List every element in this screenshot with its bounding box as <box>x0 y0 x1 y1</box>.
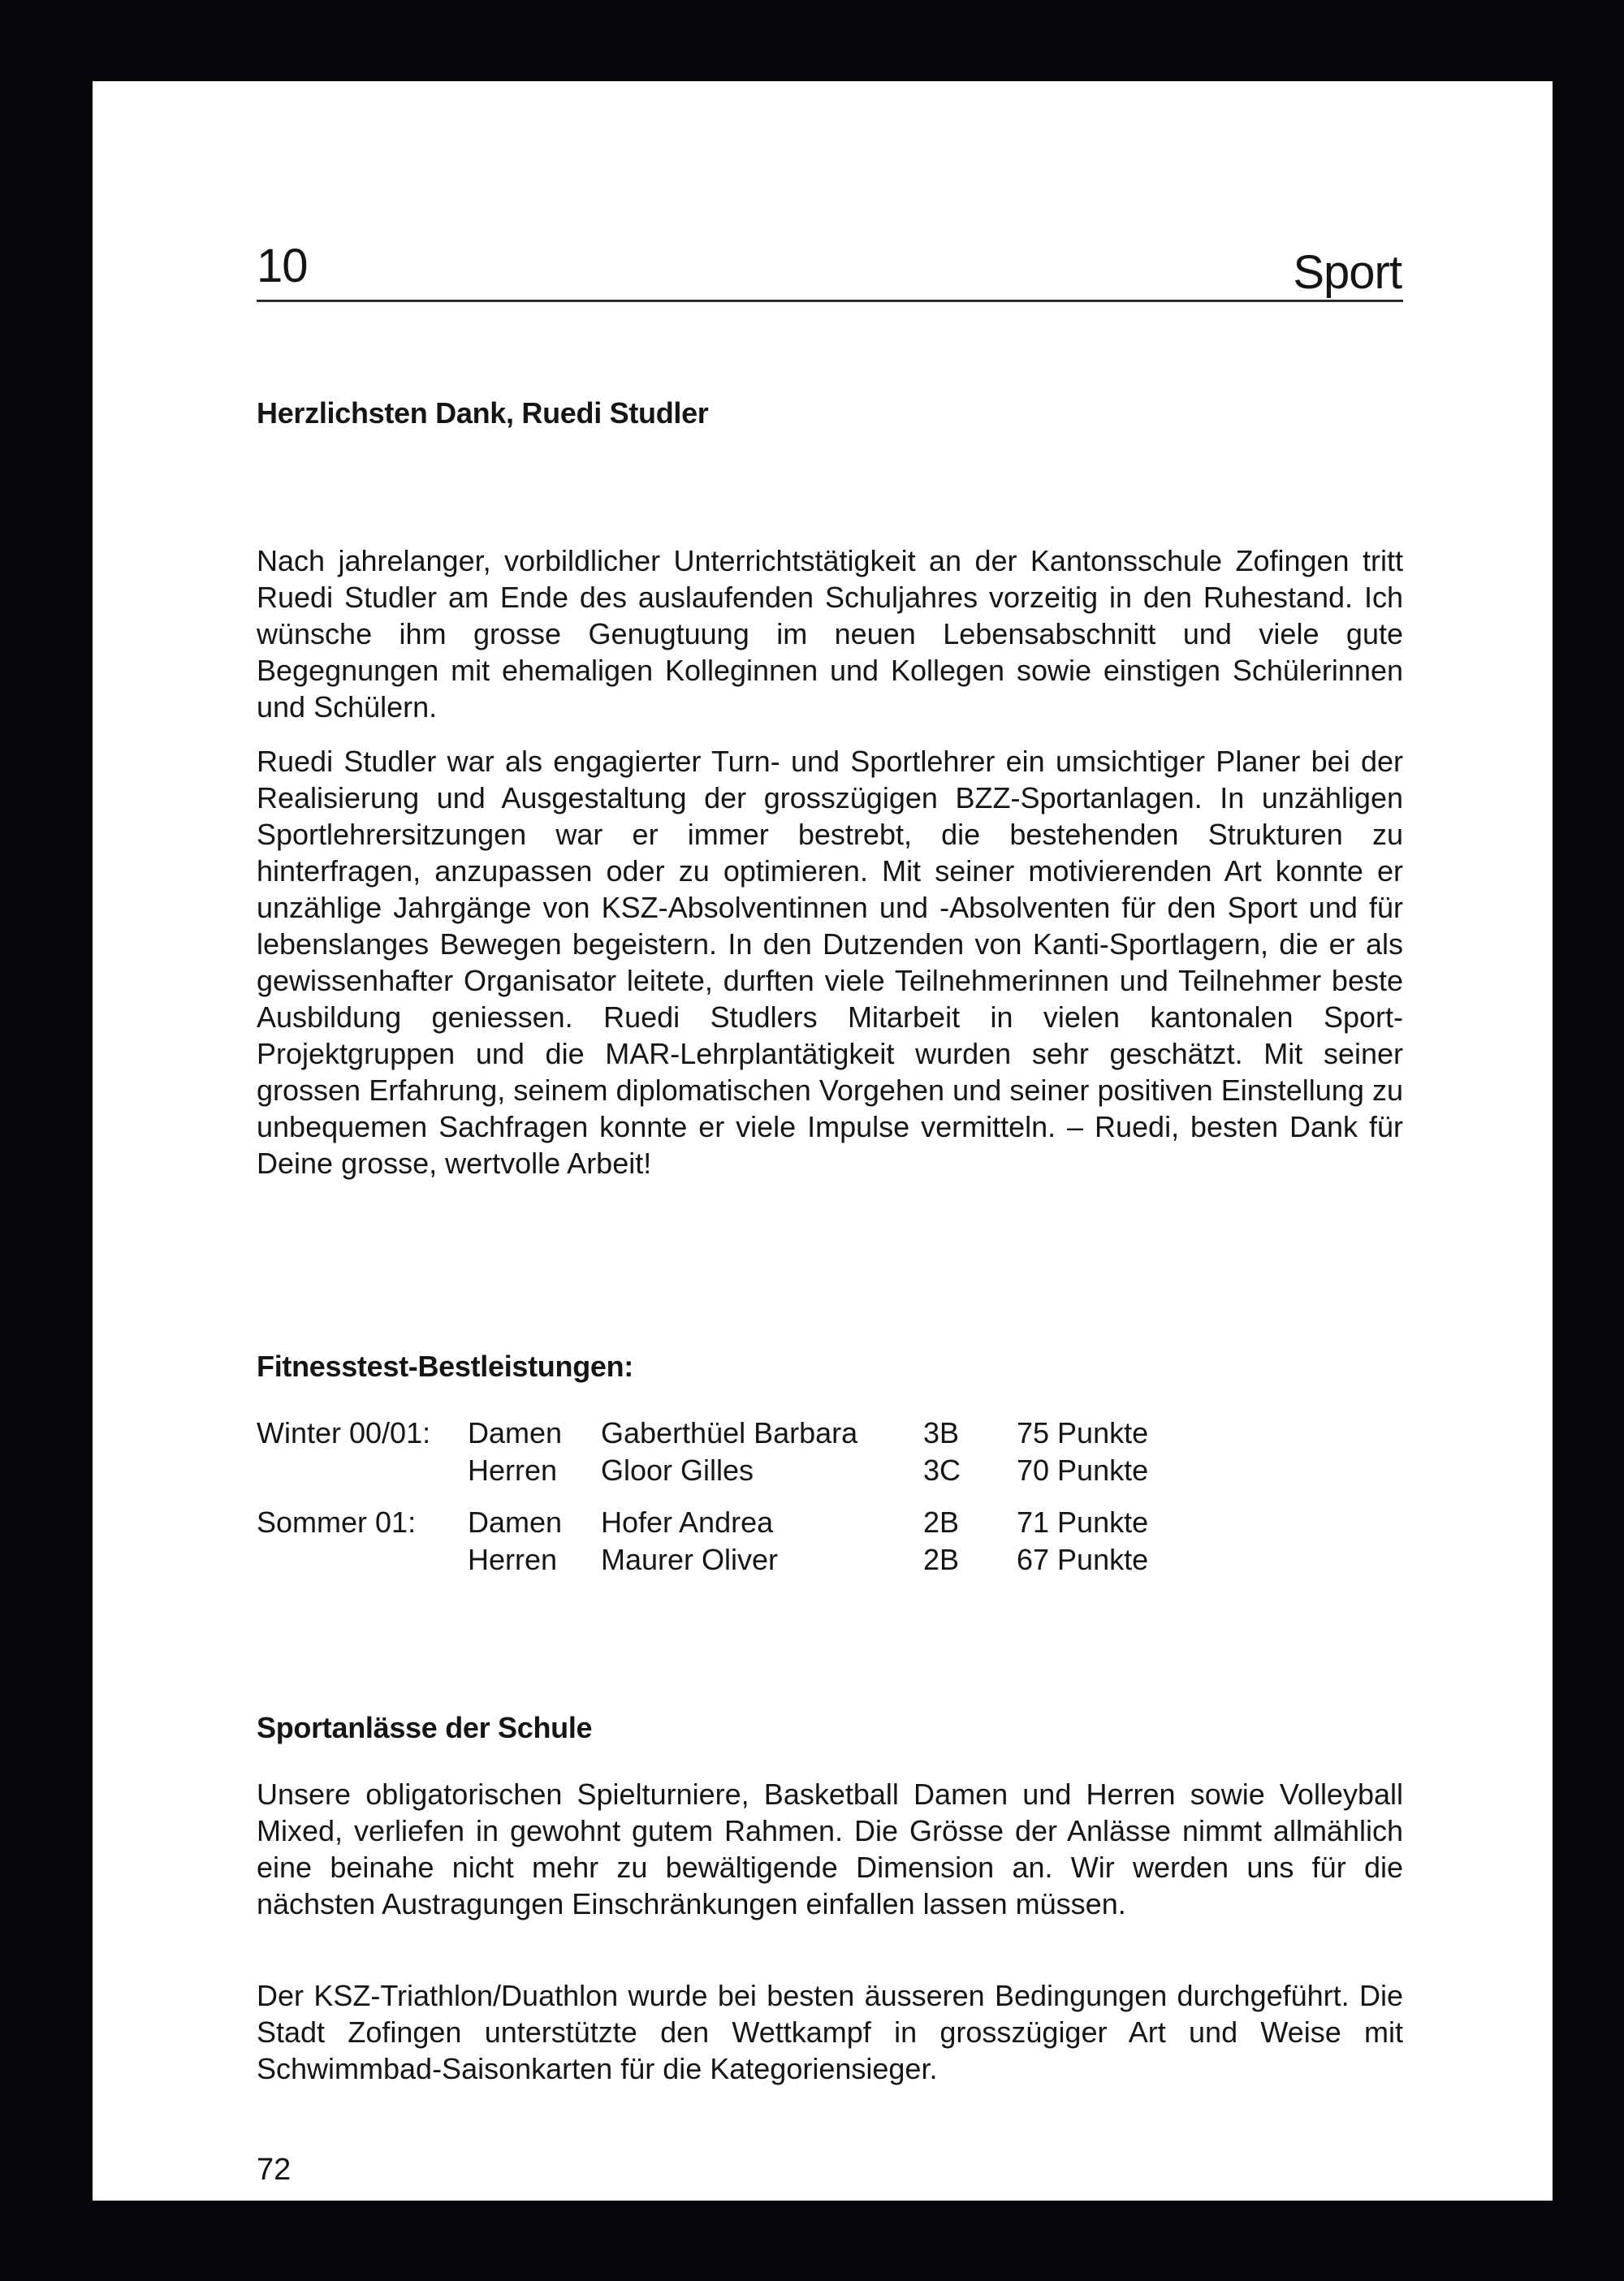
points: 67 Punkte <box>1017 1543 1149 1576</box>
document-page <box>93 81 1553 2201</box>
athlete-name: Gaberthüel Barbara <box>601 1416 858 1449</box>
class: 2B <box>923 1506 960 1539</box>
paragraph: Nach jahrelanger, vorbildlicher Unterrichtstätigkeit an der Kantonsschule Zofingen tritt Ruedi Studler am Ende des auslaufenden Schuljahres vorzeitig in den Ruhestand. Ich wünsche ihm grosse Genugtuung im neuen Lebensabschnitt und viele gute Begegnungen mit ehemaligen Kolleginnen und Kollegen sowie einstigen Schülerinnen und Schülern. <box>257 544 1403 724</box>
paragraph: Ruedi Studler war als engagierter Turn- und Sportlehrer ein umsichtiger Planer bei der Realisierung und Ausgestaltung der grosszügigen BZZ-Sportanlagen. In unzähligen Sportlehrersitzungen war er immer bestrebt, die bestehenden Strukturen zu hinterfragen, anzupassen oder zu optimieren. Mit seiner motivierenden Art konnte er unzählige Jahrgänge von KSZ-Absolventinnen und -Absolventen für den Sport und für lebenslanges Bewegen begeistern. In den Dutzenden von Kanti-Sportlagern, die er als gewissenhafter Organisator leitete, durften viele Teilnehmerinnen und Teilnehmer beste Ausbildung geniessen. Ruedi Studlers Mitarbeit in vielen kantonalen Sport-Projektgruppen und die MAR-Lehrplantätigkeit wurden sehr geschätzt. Mit seiner grossen Erfahrung, seinem diplomatischen Vorgehen und seiner positiven Einstellung zu unbequemen Sachfragen konnte er viele Impulse vermitteln. – Ruedi, besten Dank für Deine grosse, wertvolle Arbeit! <box>257 745 1403 1180</box>
points: 75 Punkte <box>1017 1416 1149 1449</box>
section-heading-fitness: Fitnesstest-Bestleistungen: <box>257 1350 633 1383</box>
result-row <box>257 1415 1403 1452</box>
athlete-name: Maurer Oliver <box>601 1543 779 1576</box>
section-heading-anlaesse: Sportanlässe der Schule <box>257 1711 593 1744</box>
class: 2B <box>923 1543 960 1576</box>
category: Herren <box>468 1543 558 1576</box>
page-number: 72 <box>257 2153 292 2187</box>
class: 3B <box>923 1416 960 1449</box>
result-row <box>257 1541 1403 1579</box>
paragraph: Unsere obligatorischen Spielturniere, Basketball Damen und Herren sowie Volleyball Mixed, verliefen in gewohnt gutem Rahmen. Die Grösse der Anlässe nimmt allmählich eine beinahe nicht mehr zu bewältigende Dimension an. Wir werden uns für die nächsten Austragungen Einschränkungen einfallen lassen müssen. <box>257 1778 1403 1920</box>
points: 71 Punkte <box>1017 1506 1149 1539</box>
chapter-header <box>257 231 1403 302</box>
section-heading-dank: Herzlichsten Dank, Ruedi Studler <box>257 396 709 430</box>
result-row <box>257 1504 1403 1541</box>
paragraph: Der KSZ-Triathlon/Duathlon wurde bei besten äusseren Bedingungen durchgeführt. Die Stadt Zofingen unterstützte den Wettkampf in grosszügiger Art und Weise mit Schwimmbad-Saisonkarten für die Kategoriensieger. <box>257 1979 1403 2085</box>
category: Herren <box>468 1454 558 1487</box>
fitness-results-table <box>257 1415 1403 1579</box>
athlete-name: Gloor Gilles <box>601 1454 754 1487</box>
class: 3C <box>923 1454 961 1487</box>
category: Damen <box>468 1416 563 1449</box>
chapter-title: Sport <box>1293 246 1402 299</box>
season: Winter 00/01: <box>257 1416 431 1449</box>
season: Sommer 01: <box>257 1506 417 1539</box>
result-row <box>257 1452 1403 1489</box>
athlete-name: Hofer Andrea <box>601 1506 774 1539</box>
points: 70 Punkte <box>1017 1454 1149 1487</box>
chapter-number: 10 <box>257 240 308 292</box>
category: Damen <box>468 1506 563 1539</box>
